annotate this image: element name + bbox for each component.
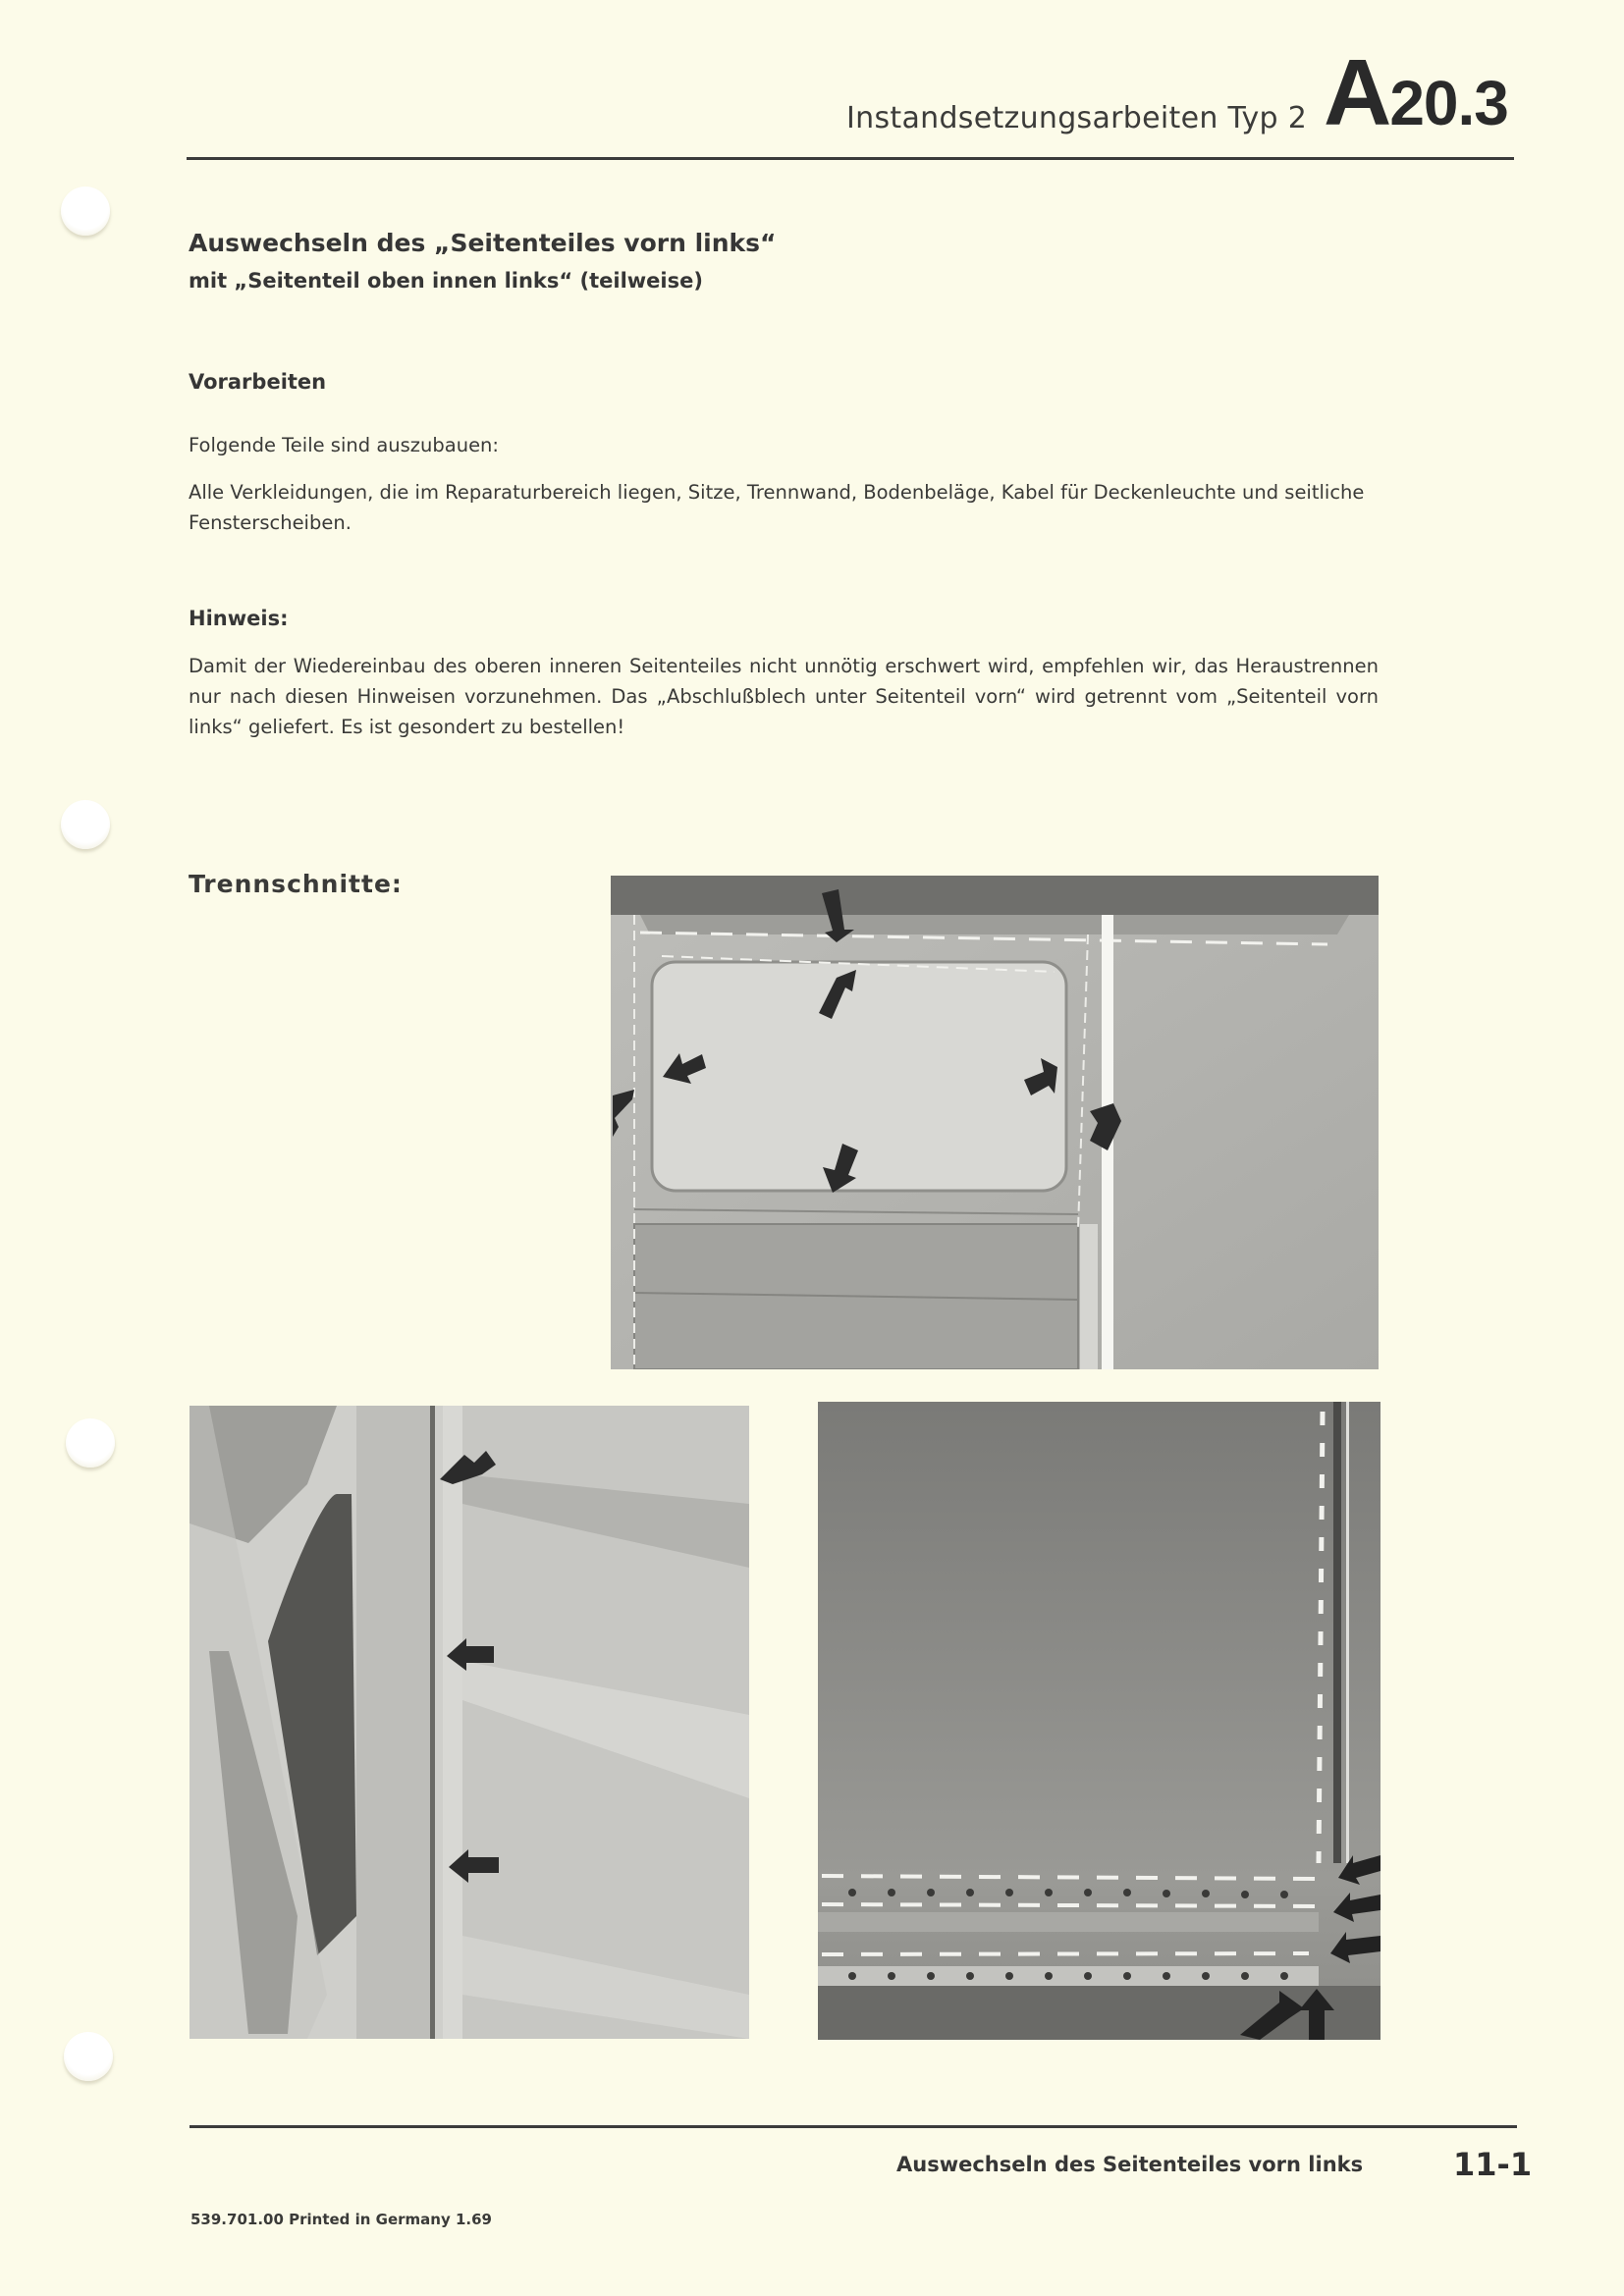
footer-title: Auswechseln des Seitenteiles vorn links	[896, 2153, 1364, 2176]
footer-rule	[189, 2125, 1517, 2128]
hinweis-heading: Hinweis:	[189, 607, 289, 630]
punch-hole-2	[61, 800, 110, 849]
header-title: Instandsetzungsarbeiten Typ 2	[846, 101, 1308, 135]
photo-lower-corner-graphic	[818, 1402, 1380, 2040]
print-info: 539.701.00 Printed in Germany 1.69	[190, 2211, 492, 2228]
header-rule	[187, 157, 1514, 160]
page-title: Auswechseln des „Seitenteiles vorn links“	[189, 229, 777, 257]
page-number: 11-1	[1453, 2146, 1533, 2183]
punch-hole-4	[64, 2032, 113, 2081]
vorarbeiten-heading: Vorarbeiten	[189, 370, 327, 394]
vorarbeiten-text: Alle Verkleidungen, die im Reparaturbereich liegen, Sitze, Trennwand, Bodenbeläge, Kabel für Deckenleuchte und seitliche Fensterscheiben.	[189, 481, 1365, 534]
section-code-letter: A	[1324, 40, 1390, 145]
photo-window-panel-graphic	[611, 876, 1379, 1369]
hinweis-text: Damit der Wiedereinbau des oberen inneren Seitenteiles nicht unnötig erschwert wird, empfehlen wir, das Heraustrennen nur nach diesen Hinweisen vorzunehmen. Das „Abschlußblech unter Seitenteil vorn“ wird getrennt vom „Seitenteil vorn links“ geliefert. Es ist gesondert zu bestellen!	[189, 655, 1379, 738]
punch-hole-3	[66, 1418, 115, 1468]
punch-hole-1	[61, 187, 110, 236]
page-subtitle: mit „Seitenteil oben innen links“ (teilweise)	[189, 269, 703, 293]
vorarbeiten-intro: Folgende Teile sind auszubauen:	[189, 434, 499, 456]
photo-pillar-detail	[189, 1406, 749, 2039]
photo-lower-corner	[818, 1402, 1380, 2040]
photo-pillar-detail-graphic	[189, 1406, 749, 2039]
trennschnitte-heading: Trennschnitte:	[189, 870, 403, 898]
photo-window-panel	[611, 876, 1379, 1369]
section-code	[1324, 39, 1508, 147]
section-code-number: 20.3	[1389, 68, 1508, 138]
